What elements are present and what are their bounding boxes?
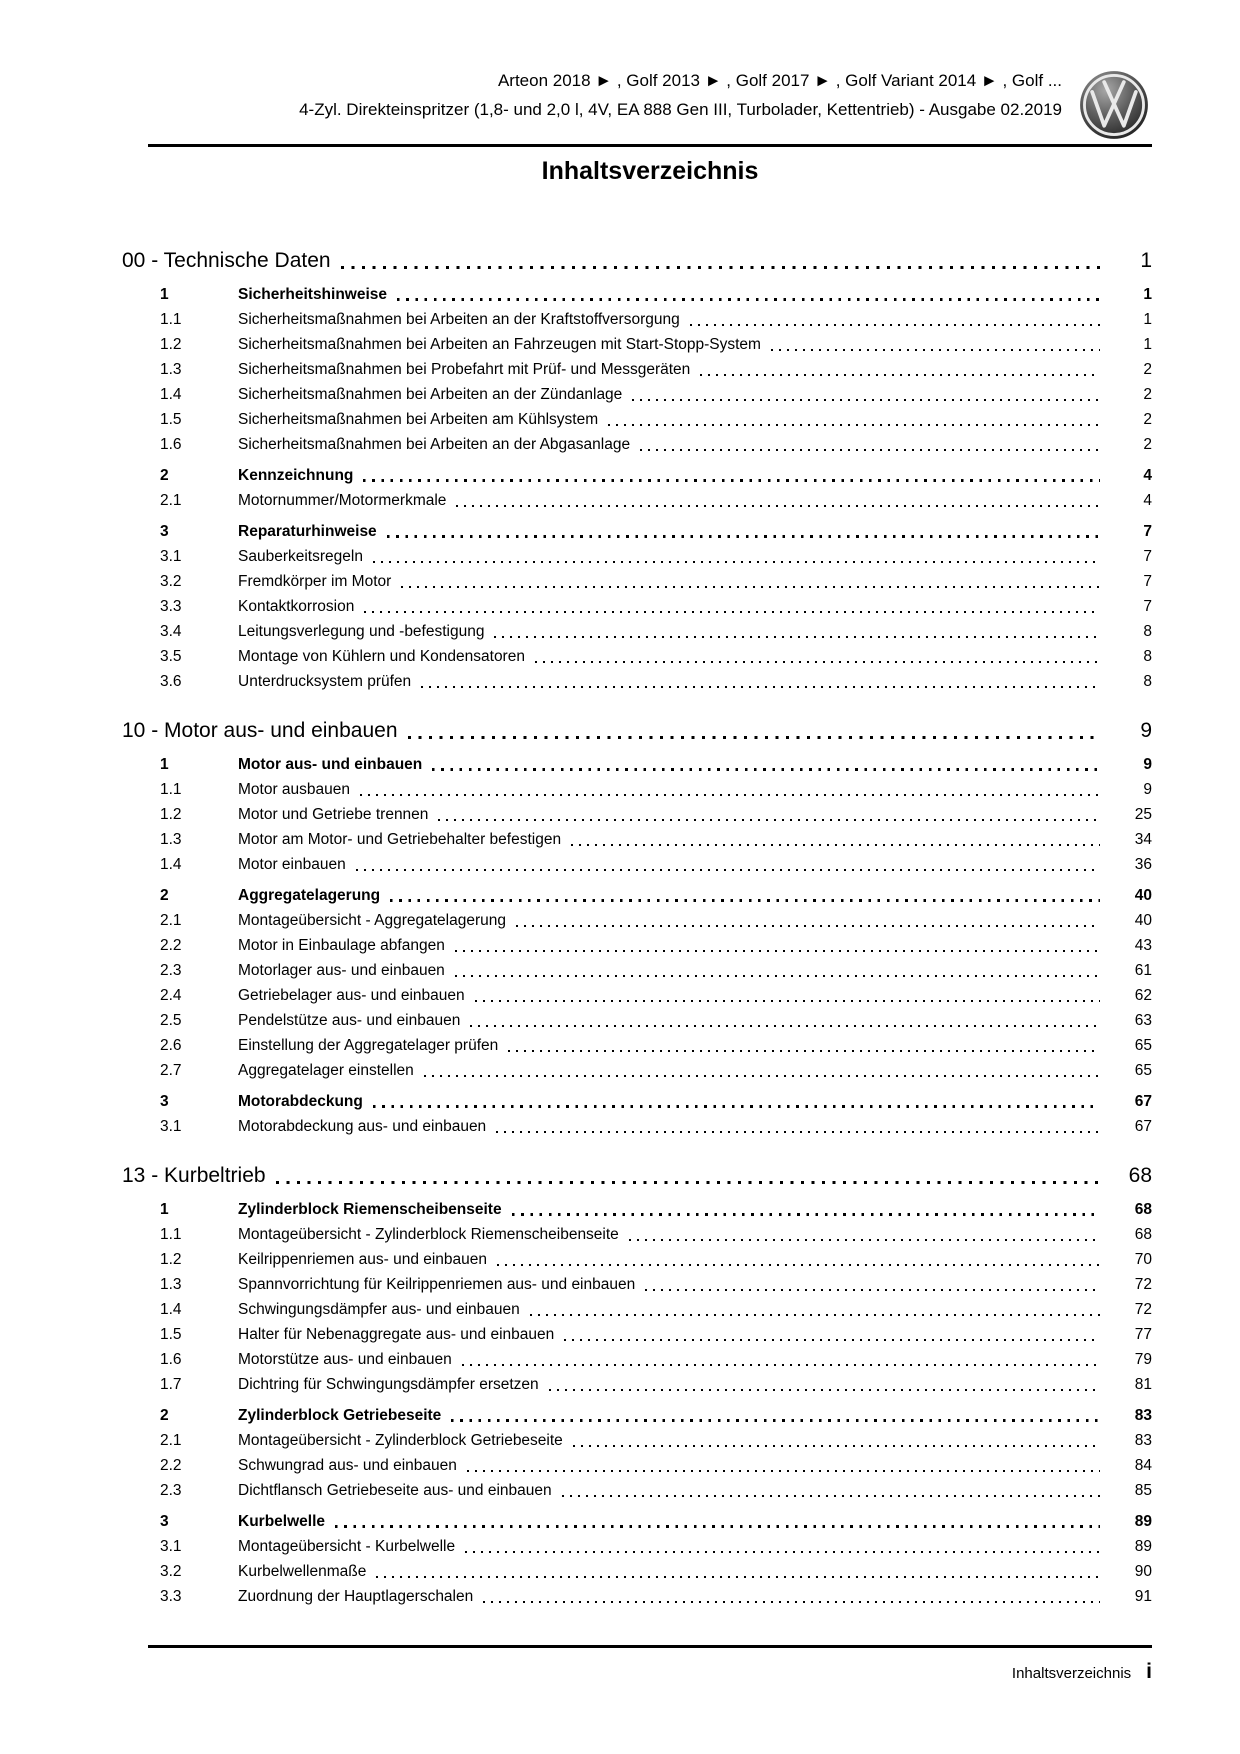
toc-entry-row [148, 1347, 1152, 1372]
entry-page-number: 77 [1134, 1326, 1152, 1343]
entry-title: Dichtflansch Getriebeseite aus- und einbauen [238, 1482, 552, 1499]
entry-number: 1.4 [160, 856, 182, 873]
toc-entry-row [148, 777, 1152, 802]
dot-leader [390, 883, 1100, 908]
dot-leader [497, 1247, 1100, 1272]
footer-label: Inhaltsverzeichnis [1011, 1665, 1132, 1682]
toc-entry-row [148, 883, 1152, 908]
dot-leader [363, 463, 1100, 488]
toc-section-row [110, 716, 1152, 746]
entry-number: 2.1 [160, 1432, 182, 1449]
entry-title: Montage von Kühlern und Kondensatoren [238, 648, 525, 665]
toc-entry-row [148, 1114, 1152, 1139]
entry-number: 2.2 [160, 937, 182, 954]
entry-page-number: 40 [1134, 912, 1152, 929]
toc-entry-row [148, 488, 1152, 513]
entry-number: 1.1 [160, 1226, 182, 1243]
toc-entry-row [148, 1222, 1152, 1247]
section-label: 00 - Technische Daten [122, 249, 331, 272]
entry-number: 1.3 [160, 361, 182, 378]
section-label: 13 - Kurbeltrieb [122, 1164, 266, 1187]
dot-leader [438, 802, 1100, 827]
entry-title: Kontaktkorrosion [238, 598, 355, 615]
toc-entry-row [148, 1428, 1152, 1453]
entry-number: 1.2 [160, 336, 182, 353]
entry-page-number: 68 [1134, 1201, 1152, 1218]
toc [122, 224, 1152, 1609]
dot-leader [573, 1428, 1100, 1453]
entry-page-number: 8 [1143, 673, 1152, 690]
entry-number: 1.6 [160, 1351, 182, 1368]
entry-number: 2.1 [160, 492, 182, 509]
dot-leader [424, 1058, 1100, 1083]
toc-entry-row [148, 307, 1152, 332]
toc-entry-row [148, 1008, 1152, 1033]
entry-number: 2.2 [160, 1457, 182, 1474]
entry-page-number: 84 [1134, 1457, 1152, 1474]
toc-entry-row [148, 644, 1152, 669]
dot-leader [387, 519, 1100, 544]
toc-entry-row [148, 1403, 1152, 1428]
entry-title: Sicherheitsmaßnahmen bei Arbeiten am Kühlsystem [238, 411, 599, 428]
toc-entry-row [148, 958, 1152, 983]
entry-number: 3.1 [160, 1118, 182, 1135]
entry-page-number: 65 [1134, 1062, 1152, 1079]
entry-page-number: 7 [1143, 548, 1152, 565]
toc-entry-row [148, 1247, 1152, 1272]
toc-entry-row [148, 619, 1152, 644]
toc-entry-row [148, 407, 1152, 432]
entry-title: Dichtring für Schwingungsdämpfer ersetzen [238, 1376, 539, 1393]
entry-title: Motor am Motor- und Getriebehalter befestigen [238, 831, 562, 848]
entry-number: 1.1 [160, 311, 182, 328]
dot-leader [465, 1534, 1100, 1559]
dot-leader [401, 569, 1100, 594]
entry-title: Motorstütze aus- und einbauen [238, 1351, 452, 1368]
entry-number: 1.7 [160, 1376, 182, 1393]
toc-entry-row [148, 752, 1152, 777]
entry-page-number: 36 [1134, 856, 1152, 873]
entry-title: Motorabdeckung [238, 1093, 363, 1110]
entry-number: 1.4 [160, 386, 182, 403]
entry-title: Motorlager aus- und einbauen [238, 962, 445, 979]
entry-page-number: 89 [1134, 1538, 1152, 1555]
dot-leader [700, 357, 1100, 382]
entry-page-number: 7 [1143, 573, 1152, 590]
dot-leader [690, 307, 1100, 332]
entry-page-number: 81 [1134, 1376, 1152, 1393]
entry-number: 2.7 [160, 1062, 182, 1079]
entry-title: Motor in Einbaulage abfangen [238, 937, 445, 954]
entry-number: 1.2 [160, 806, 182, 823]
entry-number: 2.3 [160, 962, 182, 979]
header-engine-line: 4-Zyl. Direkteinspritzer (1,8- und 2,0 l, 4V, EA 888 Gen III, Turbolader, Kettentrieb) - Ausgabe 02.2019 [299, 100, 1062, 119]
dot-leader [276, 1161, 1100, 1191]
entry-page-number: 40 [1134, 887, 1152, 904]
entry-title: Kennzeichnung [238, 467, 354, 484]
toc-entry-row [148, 1297, 1152, 1322]
entry-number: 3.2 [160, 573, 182, 590]
entry-number: 3.5 [160, 648, 182, 665]
entry-number: 3 [160, 523, 169, 540]
entry-title: Motor und Getriebe trennen [238, 806, 429, 823]
entry-title: Sicherheitsmaßnahmen bei Arbeiten an der Kraftstoffversorgung [238, 311, 680, 328]
entry-page-number: 2 [1143, 386, 1152, 403]
entry-number: 1 [160, 756, 169, 773]
entry-title: Unterdrucksystem prüfen [238, 673, 412, 690]
toc-entry-row [148, 1584, 1152, 1609]
header-model-line: Arteon 2018 ► , Golf 2013 ► , Golf 2017 ► , Golf Variant 2014 ► , Golf ... [497, 71, 1062, 90]
dot-leader [360, 777, 1100, 802]
entry-number: 2.1 [160, 912, 182, 929]
entry-page-number: 1 [1143, 286, 1152, 303]
toc-entry-row [148, 1478, 1152, 1503]
entry-title: Halter für Nebenaggregate aus- und einbauen [238, 1326, 555, 1343]
toc-entry-row [148, 983, 1152, 1008]
dot-leader [512, 1197, 1100, 1222]
dot-leader [483, 1584, 1100, 1609]
entry-page-number: 4 [1143, 467, 1152, 484]
dot-leader [494, 619, 1100, 644]
entry-title: Sauberkeitsregeln [238, 548, 363, 565]
entry-page-number: 91 [1134, 1588, 1152, 1605]
entry-page-number: 83 [1134, 1407, 1152, 1424]
entry-page-number: 85 [1134, 1482, 1152, 1499]
toc-entry-row [148, 1534, 1152, 1559]
entry-page-number: 9 [1143, 756, 1152, 773]
footer-page-number: i [1146, 1660, 1152, 1683]
entry-number: 1.5 [160, 1326, 182, 1343]
entry-number: 2.5 [160, 1012, 182, 1029]
entry-number: 1 [160, 1201, 169, 1218]
section-page-number: 1 [1140, 249, 1152, 272]
entry-title: Montageübersicht - Zylinderblock Riemenscheibenseite [238, 1226, 619, 1243]
entry-number: 1 [160, 286, 169, 303]
entry-number: 1.5 [160, 411, 182, 428]
entry-number: 2.4 [160, 987, 182, 1004]
entry-title: Motorabdeckung aus- und einbauen [238, 1118, 487, 1135]
entry-page-number: 63 [1134, 1012, 1152, 1029]
entry-number: 1.2 [160, 1251, 182, 1268]
dot-leader [432, 752, 1100, 777]
entry-title: Spannvorrichtung für Keilrippenriemen aus- und einbauen [238, 1276, 636, 1293]
entry-page-number: 83 [1134, 1432, 1152, 1449]
dot-leader [373, 544, 1100, 569]
entry-page-number: 68 [1134, 1226, 1152, 1243]
entry-number: 2 [160, 1407, 169, 1424]
entry-page-number: 72 [1134, 1301, 1152, 1318]
toc-entry-row [148, 1089, 1152, 1114]
entry-number: 2.3 [160, 1482, 182, 1499]
entry-title: Kurbelwellenmaße [238, 1563, 367, 1580]
dot-leader [373, 1089, 1100, 1114]
entry-page-number: 7 [1143, 523, 1152, 540]
entry-page-number: 89 [1134, 1513, 1152, 1530]
toc-entry-row [148, 569, 1152, 594]
toc-entry-row [148, 1322, 1152, 1347]
footer-rule [148, 1645, 1152, 1648]
toc-entry-row [148, 908, 1152, 933]
entry-title: Zylinderblock Getriebeseite [238, 1407, 442, 1424]
entry-number: 3.6 [160, 673, 182, 690]
entry-page-number: 65 [1134, 1037, 1152, 1054]
dot-leader [467, 1453, 1100, 1478]
entry-number: 3 [160, 1093, 169, 1110]
toc-entry-row [148, 1509, 1152, 1534]
entry-title: Schwingungsdämpfer aus- und einbauen [238, 1301, 520, 1318]
entry-title: Kurbelwelle [238, 1513, 325, 1530]
page-title: Inhaltsverzeichnis [541, 157, 759, 185]
dot-leader [421, 669, 1100, 694]
dot-leader [535, 644, 1100, 669]
dot-leader [455, 933, 1100, 958]
entry-title: Sicherheitsmaßnahmen bei Arbeiten an Fahrzeugen mit Start-Stopp-System [238, 336, 761, 353]
entry-page-number: 67 [1134, 1093, 1152, 1110]
section-page-number: 68 [1128, 1164, 1152, 1187]
entry-number: 2 [160, 887, 169, 904]
toc-entry-row [148, 432, 1152, 457]
toc-entry-row [148, 1559, 1152, 1584]
dot-leader [455, 958, 1100, 983]
entry-title: Sicherheitsmaßnahmen bei Probefahrt mit Prüf- und Messgeräten [238, 361, 691, 378]
dot-leader [549, 1372, 1100, 1397]
entry-number: 3.3 [160, 598, 182, 615]
entry-page-number: 62 [1134, 987, 1152, 1004]
header-rule [148, 144, 1152, 147]
entry-page-number: 72 [1134, 1276, 1152, 1293]
dot-leader [632, 382, 1100, 407]
toc-entry-row [148, 519, 1152, 544]
toc-entry-row [148, 332, 1152, 357]
entry-page-number: 90 [1134, 1563, 1152, 1580]
toc-entry-row [148, 544, 1152, 569]
dot-leader [470, 1008, 1100, 1033]
toc-entry-row [148, 463, 1152, 488]
entry-page-number: 1 [1143, 311, 1152, 328]
entry-page-number: 34 [1134, 831, 1152, 848]
entry-title: Sicherheitshinweise [238, 286, 388, 303]
dot-leader [376, 1559, 1100, 1584]
entry-page-number: 2 [1143, 361, 1152, 378]
entry-title: Pendelstütze aus- und einbauen [238, 1012, 461, 1029]
entry-title: Motor ausbauen [238, 781, 351, 798]
entry-title: Montageübersicht - Zylinderblock Getriebeseite [238, 1432, 563, 1449]
toc-entry-row [148, 669, 1152, 694]
entry-number: 1.1 [160, 781, 182, 798]
entry-page-number: 8 [1143, 623, 1152, 640]
toc-entry-row [148, 802, 1152, 827]
entry-title: Sicherheitsmaßnahmen bei Arbeiten an der Zündanlage [238, 386, 623, 403]
toc-entry-row [148, 282, 1152, 307]
entry-title: Fremdkörper im Motor [238, 573, 392, 590]
dot-leader [645, 1272, 1100, 1297]
entry-title: Leitungsverlegung und -befestigung [238, 623, 485, 640]
entry-page-number: 4 [1143, 492, 1152, 509]
entry-page-number: 61 [1134, 962, 1152, 979]
entry-page-number: 7 [1143, 598, 1152, 615]
vw-logo-icon [1079, 70, 1149, 140]
entry-page-number: 2 [1143, 436, 1152, 453]
entry-title: Aggregatelagerung [238, 887, 381, 904]
dot-leader [640, 432, 1100, 457]
entry-number: 1.3 [160, 1276, 182, 1293]
entry-title: Aggregatelager einstellen [238, 1062, 414, 1079]
toc-section-row [110, 1161, 1152, 1191]
toc-entry-row [148, 1033, 1152, 1058]
dot-leader [462, 1347, 1100, 1372]
entry-page-number: 2 [1143, 411, 1152, 428]
toc-entry-row [148, 827, 1152, 852]
entry-page-number: 1 [1143, 336, 1152, 353]
entry-page-number: 67 [1134, 1118, 1152, 1135]
dot-leader [356, 852, 1100, 877]
dot-leader [335, 1509, 1100, 1534]
toc-entry-row [148, 1453, 1152, 1478]
toc-entry-row [148, 933, 1152, 958]
entry-number: 3.4 [160, 623, 182, 640]
entry-page-number: 8 [1143, 648, 1152, 665]
toc-entry-row [148, 1058, 1152, 1083]
toc-entry-row [148, 357, 1152, 382]
entry-page-number: 79 [1134, 1351, 1152, 1368]
entry-title: Schwungrad aus- und einbauen [238, 1457, 457, 1474]
entry-page-number: 9 [1143, 781, 1152, 798]
entry-title: Sicherheitsmaßnahmen bei Arbeiten an der Abgasanlage [238, 436, 631, 453]
entry-number: 1.4 [160, 1301, 182, 1318]
entry-page-number: 70 [1134, 1251, 1152, 1268]
dot-leader [364, 594, 1100, 619]
entry-number: 2 [160, 467, 169, 484]
entry-title: Montageübersicht - Kurbelwelle [238, 1538, 456, 1555]
entry-page-number: 25 [1134, 806, 1152, 823]
dot-leader [508, 1033, 1100, 1058]
entry-title: Reparaturhinweise [238, 523, 377, 540]
dot-leader [530, 1297, 1100, 1322]
document-footer [148, 1660, 1152, 1684]
entry-title: Zuordnung der Hauptlagerschalen [238, 1588, 474, 1605]
dot-leader [408, 716, 1100, 746]
dot-leader [475, 983, 1100, 1008]
entry-title: Montageübersicht - Aggregatelagerung [238, 912, 506, 929]
toc-entry-row [148, 852, 1152, 877]
entry-number: 3.1 [160, 548, 182, 565]
dot-leader [496, 1114, 1100, 1139]
dot-leader [771, 332, 1100, 357]
dot-leader [451, 1403, 1100, 1428]
dot-leader [608, 407, 1100, 432]
toc-entry-row [148, 594, 1152, 619]
entry-title: Keilrippenriemen aus- und einbauen [238, 1251, 488, 1268]
section-page-number: 9 [1140, 719, 1152, 742]
toc-entry-row [148, 1272, 1152, 1297]
toc-entry-row [148, 1197, 1152, 1222]
entry-title: Zylinderblock Riemenscheibenseite [238, 1201, 502, 1218]
entry-title: Motornummer/Motormerkmale [238, 492, 447, 509]
dot-leader [456, 488, 1100, 513]
dot-leader [562, 1478, 1100, 1503]
entry-number: 2.6 [160, 1037, 182, 1054]
entry-number: 1.6 [160, 436, 182, 453]
toc-entry-row [148, 1372, 1152, 1397]
dot-leader [341, 246, 1100, 276]
dot-leader [516, 908, 1100, 933]
dot-leader [397, 282, 1100, 307]
section-label: 10 - Motor aus- und einbauen [122, 719, 398, 742]
entry-number: 3.2 [160, 1563, 182, 1580]
entry-number: 3.1 [160, 1538, 182, 1555]
entry-title: Getriebelager aus- und einbauen [238, 987, 465, 1004]
toc-entry-row [148, 382, 1152, 407]
dot-leader [571, 827, 1100, 852]
dot-leader [564, 1322, 1100, 1347]
entry-number: 3 [160, 1513, 169, 1530]
document-header [148, 66, 1062, 124]
entry-number: 3.3 [160, 1588, 182, 1605]
entry-title: Einstellung der Aggregatelager prüfen [238, 1037, 499, 1054]
entry-title: Motor aus- und einbauen [238, 756, 423, 773]
entry-number: 1.3 [160, 831, 182, 848]
toc-section-row [110, 246, 1152, 276]
entry-page-number: 43 [1134, 937, 1152, 954]
dot-leader [629, 1222, 1100, 1247]
entry-title: Motor einbauen [238, 856, 346, 873]
